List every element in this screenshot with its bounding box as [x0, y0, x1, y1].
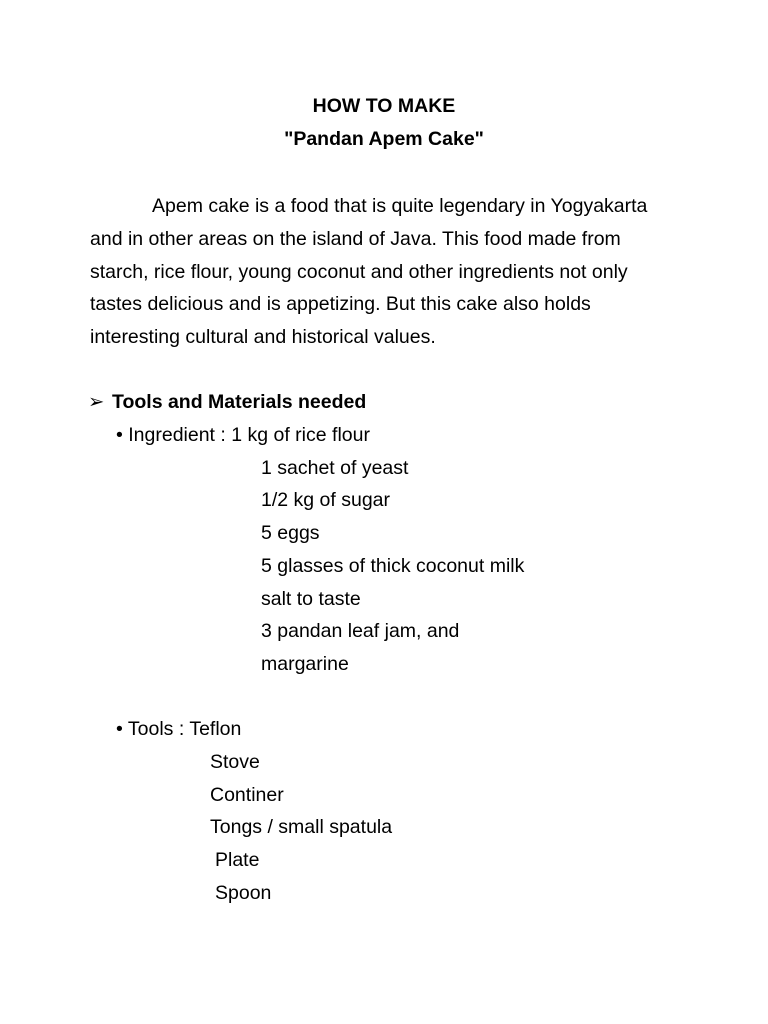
tool-item: Plate — [215, 849, 260, 871]
ingredient-item: 1/2 kg of sugar — [261, 489, 390, 511]
arrow-bullet-icon: ➢ — [88, 391, 105, 413]
intro-line: and in other areas on the island of Java. This food made from — [90, 228, 621, 250]
ingredient-item: 1 sachet of yeast — [261, 457, 409, 479]
ingredient-item: salt to taste — [261, 588, 361, 610]
title-line-1: HOW TO MAKE — [312, 95, 456, 117]
ingredients-label: • Ingredient : 1 kg of rice flour — [116, 424, 370, 446]
title-line-2: "Pandan Apem Cake" — [284, 128, 484, 150]
tool-item: Spoon — [215, 882, 272, 904]
section-heading-text: Tools and Materials needed — [112, 391, 367, 413]
ingredient-item: margarine — [261, 653, 349, 675]
tool-item: Stove — [210, 751, 260, 773]
intro-line: tastes delicious and is appetizing. But this cake also holds — [90, 293, 591, 315]
tool-item: Continer — [210, 784, 284, 806]
intro-line: Apem cake is a food that is quite legendary in Yogyakarta — [152, 195, 648, 217]
ingredient-item: 5 eggs — [261, 522, 320, 544]
intro-line: starch, rice flour, young coconut and other ingredients not only — [90, 261, 628, 283]
intro-line: interesting cultural and historical values. — [90, 326, 436, 348]
tool-item: Tongs / small spatula — [210, 816, 393, 838]
ingredient-item: 3 pandan leaf jam, and — [261, 620, 460, 642]
ingredient-item: 5 glasses of thick coconut milk — [261, 555, 525, 577]
tools-label: • Tools : Teflon — [116, 718, 242, 740]
section-heading — [88, 386, 366, 419]
